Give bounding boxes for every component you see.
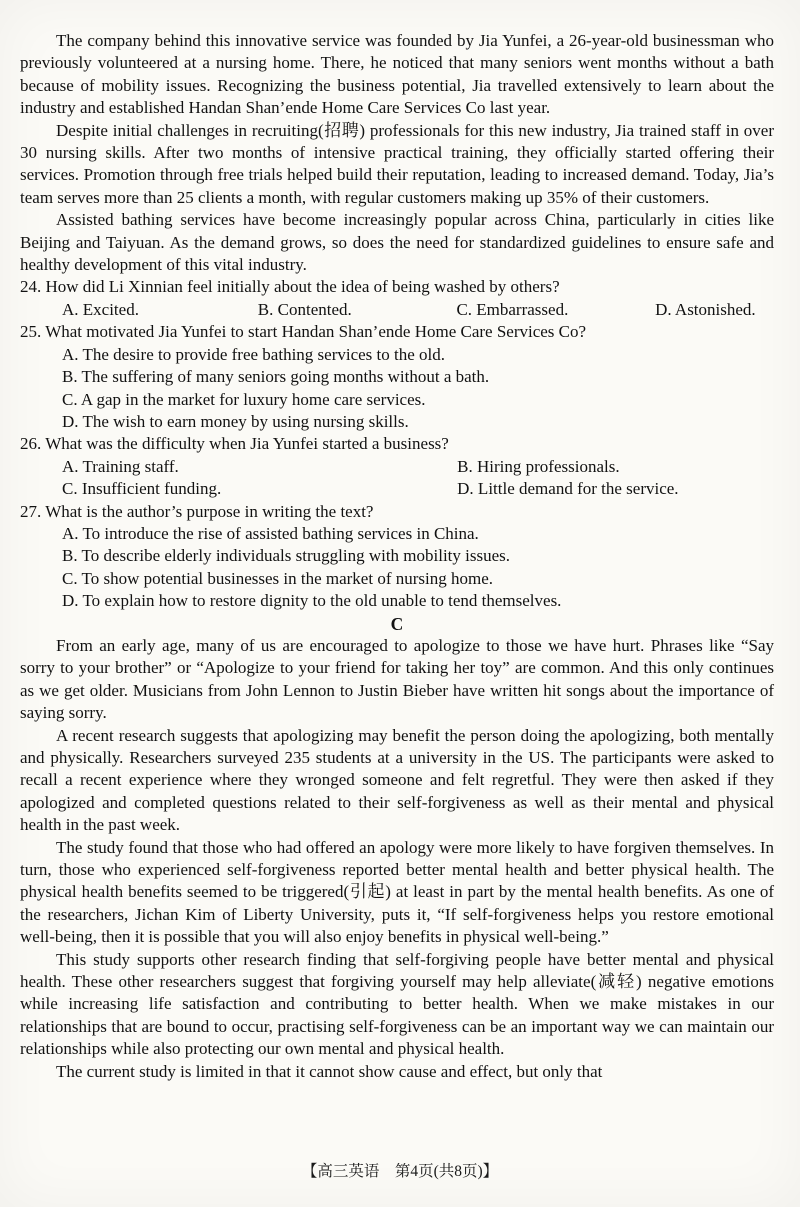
passage-b — [20, 30, 774, 276]
question-26-number: 26. — [20, 434, 42, 454]
question-24-options — [62, 299, 774, 321]
question-25-option-c: C. A gap in the market for luxury home care services. — [62, 389, 426, 409]
passage-b-paragraph-1: The company behind this innovative service was founded by Jia Yunfei, a 26-year-old businessman who previously volunteered at a nursing home. There, he noticed that many seniors went months without a bath because of mobility issues. Recognizing the business potential, Jia travelled extensively to learn about the industry and established Handan Shan’ende Home Care Services Co last year. — [20, 31, 774, 118]
footer-text: 【高三英语 第4页(共8页)】 — [301, 1163, 499, 1180]
passage-c-paragraph-4: This study supports other research finding that self-forgiving people have better mental and physical health. These other researchers suggest that forgiving yourself may help alleviate(减轻) negative emotions while increasing life satisfaction and contributing to better health. When we make mistakes in our relationships that are bound to occur, practising self-forgiveness can be an important way we can maintain our relationships while also protecting our own mental and physical health. — [20, 949, 774, 1059]
question-27-option-a: A. To introduce the rise of assisted bathing services in China. — [62, 523, 479, 543]
question-24-option-b: B. Contented. — [257, 299, 352, 319]
question-24-stem: How did Li Xinnian feel initially about the idea of being washed by others? — [45, 277, 560, 297]
question-25-option-a: A. The desire to provide free bathing services to the old. — [62, 344, 446, 364]
question-24-number: 24. — [20, 277, 42, 297]
passage-c-paragraph-5: The current study is limited in that it cannot show cause and effect, but only that — [56, 1061, 603, 1081]
questions-24-27 — [20, 276, 774, 612]
passage-c-paragraph-1: From an early age, many of us are encouraged to apologize to those we have hurt. Phrases like “Say sorry to your brother” or “Apologize to your friend for taking her toy” are common. And this only continues as we get older. Musicians from John Lennon to Justin Bieber have written hit songs about the importance of saying sorry. — [20, 635, 774, 723]
question-26-option-c: C. Insufficient funding. — [62, 479, 222, 499]
question-24-option-d: D. Astonished. — [655, 299, 756, 319]
question-24 — [20, 276, 774, 321]
question-26-stem: What was the difficulty when Jia Yunfei started a business? — [45, 434, 449, 454]
passage-c-paragraph-3: The study found that those who had offered an apology were more likely to have forgiven themselves. In turn, those who experienced self-forgiveness reported better mental health and better physical health. The physical health benefits seemed to be triggered(引起) at least in part by the mental health benefits. As one of the researchers, Jichan Kim of Liberty University, puts it, “If self-forgiveness helps you restore emotional well-being, then it is possible that you will also enjoy benefits in physical well-being.” — [20, 837, 774, 947]
question-27-stem: What is the author’s purpose in writing the text? — [45, 501, 374, 521]
passage-b-paragraph-2: Despite initial challenges in recruiting(招聘) professionals for this new industry, Jia trained staff in over 30 nursing skills. After two months of intensive practical training, they officially started offering their services. Promotion through free trials helped build their reputation, leading to increased demand. Today, Jia’s team serves more than 25 clients a month, with regular customers making up 35% of their customers. — [20, 120, 774, 207]
passage-c-paragraph-2: A recent research suggests that apologizing may benefit the person doing the apologizing, both mentally and physically. Researchers surveyed 235 students at a university in the US. The participants were asked to recall a recent experience where they wronged someone and felt regretful. They were then asked if they apologized and completed questions related to their self-forgiveness as well as their mental and physical health in the past week. — [20, 725, 774, 835]
question-26-option-d: D. Little demand for the service. — [457, 479, 679, 499]
question-27-stem-line — [20, 501, 774, 523]
question-25-stem-line — [20, 321, 774, 343]
passage-c — [20, 635, 774, 1083]
question-27-options — [62, 523, 774, 613]
question-26-option-b: B. Hiring professionals. — [457, 456, 620, 476]
question-25 — [20, 321, 774, 433]
question-27-option-c: C. To show potential businesses in the market of nursing home. — [62, 568, 494, 588]
question-26-options — [62, 456, 774, 501]
passage-b-paragraph-3: Assisted bathing services have become increasingly popular across China, particularly in cities like Beijing and Taiyuan. As the demand grows, so does the need for standardized guidelines to ensure safe and healthy development of this vital industry. — [20, 210, 774, 275]
question-26 — [20, 433, 774, 500]
question-24-option-c: C. Embarrassed. — [456, 299, 569, 319]
question-25-options — [62, 344, 774, 434]
question-24-stem-line — [20, 276, 774, 298]
question-24-option-a: A. Excited. — [62, 299, 139, 319]
question-26-option-a: A. Training staff. — [62, 456, 179, 476]
question-25-stem: What motivated Jia Yunfei to start Handan Shan’ende Home Care Services Co? — [45, 322, 587, 342]
question-25-number: 25. — [20, 322, 42, 342]
question-26-stem-line — [20, 433, 774, 455]
page-footer — [0, 1159, 800, 1181]
question-27-option-b: B. To describe elderly individuals struggling with mobility issues. — [62, 546, 511, 566]
section-c-heading: C — [390, 613, 404, 634]
question-27 — [20, 501, 774, 613]
question-27-number: 27. — [20, 501, 42, 521]
question-27-option-d: D. To explain how to restore dignity to the old unable to tend themselves. — [62, 591, 562, 611]
question-25-option-d: D. The wish to earn money by using nursing skills. — [62, 411, 409, 431]
question-25-option-b: B. The suffering of many seniors going months without a bath. — [62, 367, 490, 387]
